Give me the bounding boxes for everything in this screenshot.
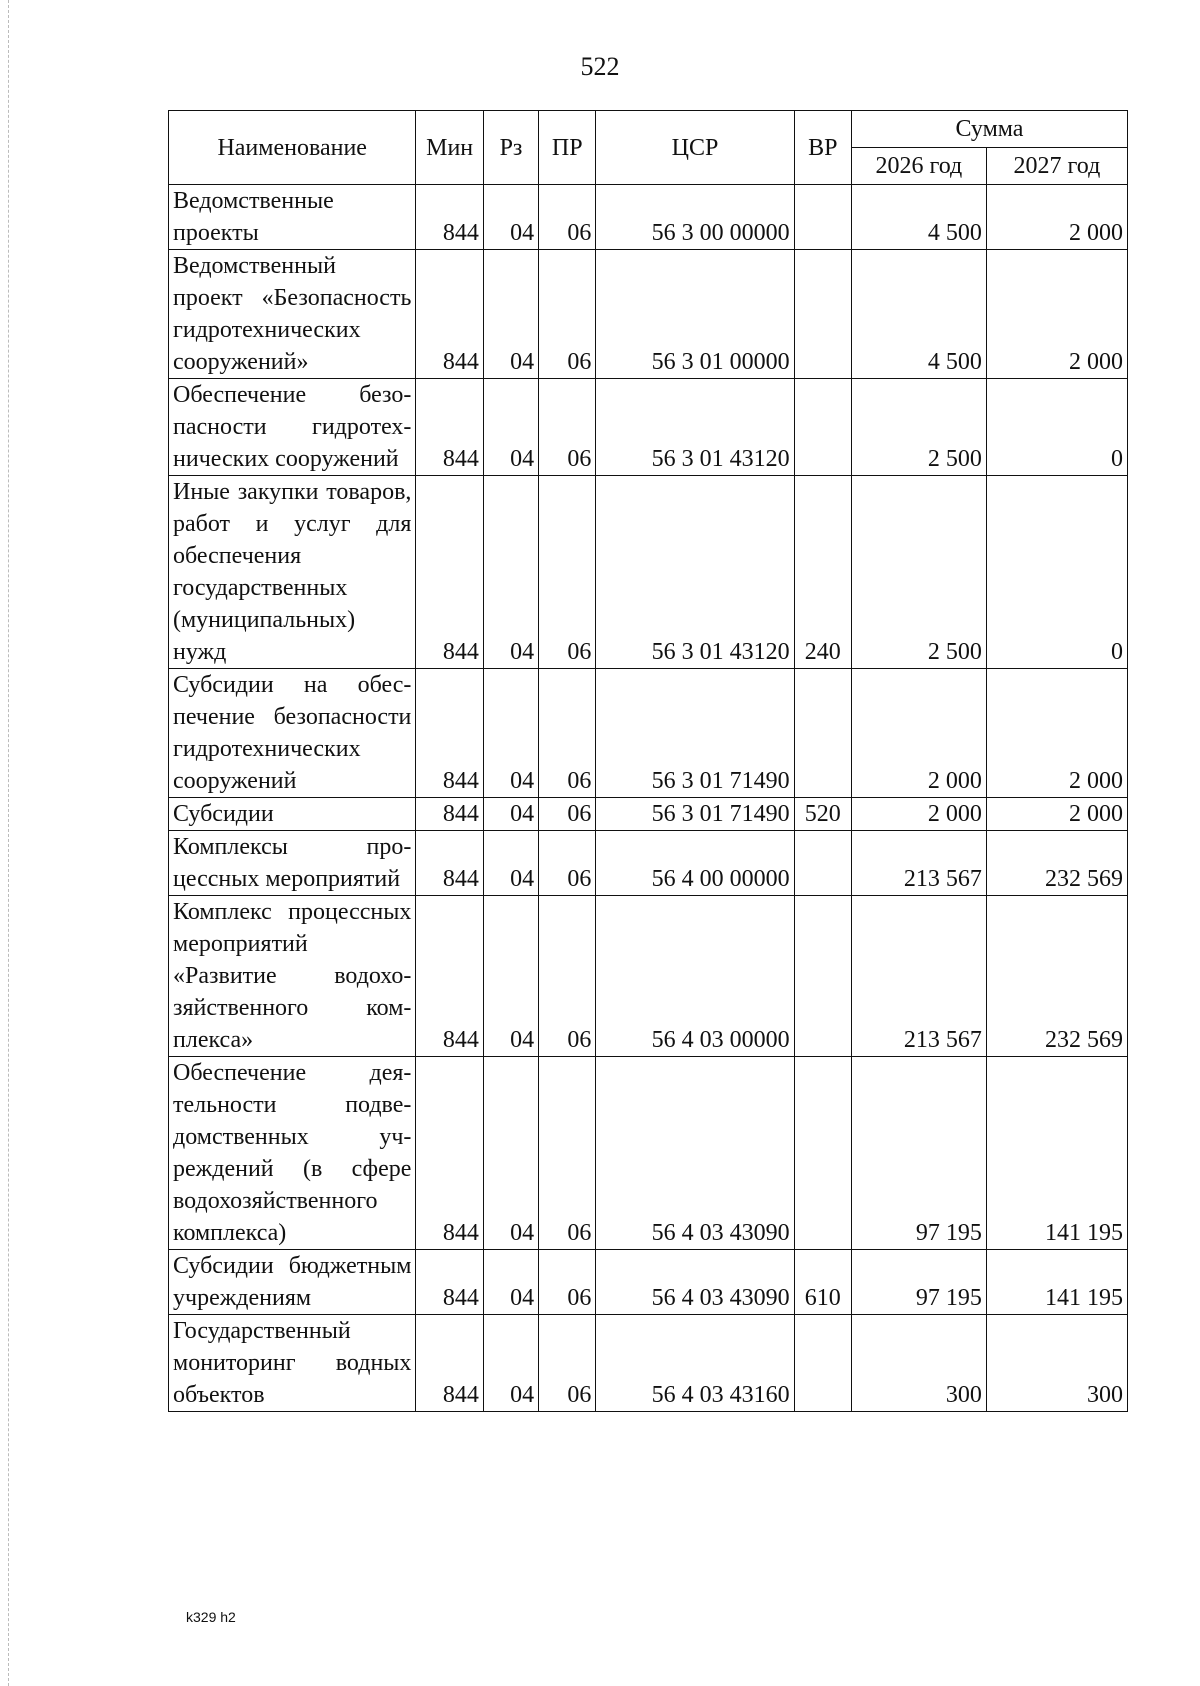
row-vr: 520 [794,798,851,831]
row-min: 844 [416,1057,483,1250]
row-rz: 04 [483,476,538,669]
row-vr [794,896,851,1057]
row-csr: 56 4 03 43090 [596,1057,794,1250]
row-sum-2026: 4 500 [851,250,986,379]
row-pr: 06 [539,250,596,379]
row-min: 844 [416,896,483,1057]
row-sum-2027: 2 000 [986,669,1127,798]
row-name: Комплекс процессных мероприятий «Развитие водохозяйственного комплекса» [169,896,416,1057]
table-row [169,379,1128,476]
row-pr: 06 [539,1250,596,1315]
row-csr: 56 4 00 00000 [596,831,794,896]
row-sum-2026: 300 [851,1315,986,1412]
table-row [169,1250,1128,1315]
row-sum-2026: 213 567 [851,896,986,1057]
row-csr: 56 3 00 00000 [596,185,794,250]
row-csr: 56 3 01 00000 [596,250,794,379]
row-min: 844 [416,669,483,798]
row-pr: 06 [539,798,596,831]
row-vr [794,669,851,798]
row-min: 844 [416,250,483,379]
table-body [169,185,1128,1412]
row-pr: 06 [539,1315,596,1412]
table-row [169,798,1128,831]
row-csr: 56 3 01 43120 [596,476,794,669]
scan-margin-line [8,0,10,1686]
row-vr [794,185,851,250]
row-csr: 56 3 01 71490 [596,669,794,798]
table-row [169,1315,1128,1412]
row-min: 844 [416,379,483,476]
row-sum-2026: 97 195 [851,1250,986,1315]
row-name: Обеспечение безопасности гидротехнических сооружений [169,379,416,476]
row-min: 844 [416,1315,483,1412]
row-name: Государственный мониторинг водных объектов [169,1315,416,1412]
row-name: Ведомственные проекты [169,185,416,250]
row-sum-2027: 232 569 [986,831,1127,896]
header-pr: ПР [539,111,596,185]
budget-table [168,110,1128,1412]
row-sum-2027: 0 [986,476,1127,669]
header-vr: ВР [794,111,851,185]
row-sum-2027: 0 [986,379,1127,476]
row-rz: 04 [483,1315,538,1412]
row-min: 844 [416,798,483,831]
row-name: Обеспечение деятельности подведомственных учреждений (в сфере водохозяйственного комплекса) [169,1057,416,1250]
row-sum-2027: 2 000 [986,250,1127,379]
table-row [169,669,1128,798]
row-sum-2027: 141 195 [986,1057,1127,1250]
row-rz: 04 [483,798,538,831]
row-sum-2026: 213 567 [851,831,986,896]
header-name: Наименование [169,111,416,185]
row-rz: 04 [483,669,538,798]
row-csr: 56 3 01 43120 [596,379,794,476]
row-sum-2027: 2 000 [986,185,1127,250]
row-name: Иные закупки товаров, работ и услуг для обеспечения государственных (муниципальных) нужд [169,476,416,669]
row-rz: 04 [483,1057,538,1250]
row-name: Ведомственный проект «Безопасность гидротехнических сооружений» [169,250,416,379]
footer-code: k329 h2 [186,1609,236,1625]
row-pr: 06 [539,1057,596,1250]
row-min: 844 [416,476,483,669]
row-sum-2027: 2 000 [986,798,1127,831]
row-pr: 06 [539,185,596,250]
row-sum-2026: 2 000 [851,669,986,798]
header-rz: Рз [483,111,538,185]
row-csr: 56 3 01 71490 [596,798,794,831]
page-number: 522 [580,52,620,81]
row-sum-2026: 4 500 [851,185,986,250]
row-pr: 06 [539,831,596,896]
table-row [169,250,1128,379]
row-name: Комплексы процессных мероприятий [169,831,416,896]
row-vr: 240 [794,476,851,669]
row-sum-2027: 141 195 [986,1250,1127,1315]
row-vr [794,831,851,896]
table-row [169,831,1128,896]
row-name: Субсидии [169,798,416,831]
row-vr [794,1315,851,1412]
row-rz: 04 [483,896,538,1057]
row-rz: 04 [483,1250,538,1315]
row-name: Субсидии бюджетным учреждениям [169,1250,416,1315]
row-vr: 610 [794,1250,851,1315]
row-rz: 04 [483,250,538,379]
header-year-2026: 2026 год [851,148,986,185]
row-sum-2026: 2 500 [851,476,986,669]
row-csr: 56 4 03 00000 [596,896,794,1057]
row-sum-2027: 232 569 [986,896,1127,1057]
table-row [169,476,1128,669]
row-vr [794,1057,851,1250]
row-vr [794,379,851,476]
row-min: 844 [416,185,483,250]
row-sum-2026: 2 000 [851,798,986,831]
row-pr: 06 [539,476,596,669]
row-sum-2027: 300 [986,1315,1127,1412]
row-min: 844 [416,831,483,896]
header-sum: Сумма [851,111,1127,148]
row-rz: 04 [483,379,538,476]
header-min: Мин [416,111,483,185]
row-min: 844 [416,1250,483,1315]
header-csr: ЦСР [596,111,794,185]
table-row [169,896,1128,1057]
row-vr [794,250,851,379]
row-csr: 56 4 03 43160 [596,1315,794,1412]
row-pr: 06 [539,896,596,1057]
row-pr: 06 [539,669,596,798]
row-pr: 06 [539,379,596,476]
row-name: Субсидии на обеспечение безопасности гидротехнических сооружений [169,669,416,798]
header-year-2027: 2027 год [986,148,1127,185]
row-sum-2026: 97 195 [851,1057,986,1250]
table-row [169,1057,1128,1250]
row-rz: 04 [483,185,538,250]
table-header [169,111,1128,185]
row-csr: 56 4 03 43090 [596,1250,794,1315]
row-rz: 04 [483,831,538,896]
row-sum-2026: 2 500 [851,379,986,476]
table-row [169,185,1128,250]
